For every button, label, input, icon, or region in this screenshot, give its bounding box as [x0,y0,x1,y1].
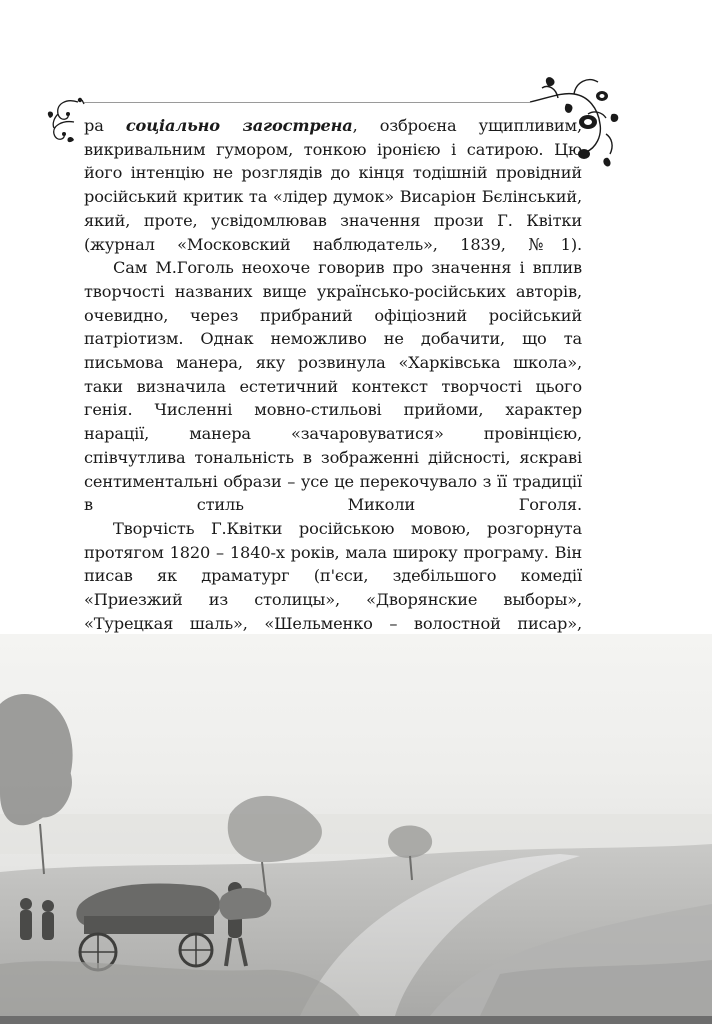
paragraph-3: Творчість Г.Квітки російською мовою, розгорнута протягом 1820 – 1840-х років, мала широку програму. Він писав як драматург (п'єси, здебільшого комедії «Приезжий из столицы», «Дворянские выборы», «Турецкая шаль», «Шельменко – волостной писар», [84,518,582,633]
paragraph-1 [84,114,582,256]
paragraph-1-rest: , озброєна ущипливим, викривальним гумором, тонкою іронією і сатирою. Цю його інтенцію не розглядів до кінця тодішній провідний російський критик та «лідер думок» Висаріон Бєлінський, який, проте, усвідомлював значення прози Г. Квітки (журнал «Московский наблюдатель», 1839, №1). [84,116,582,254]
header-rule [84,102,530,103]
bottom-bar [0,1016,712,1024]
landscape-painting [0,634,712,1016]
paragraph-1-lead: ра [84,116,126,135]
paragraph-1-emphasis: соціально загострена [125,116,353,135]
floral-ornament-left-icon [44,92,86,148]
landscape-painting-drawing [0,634,712,1016]
paragraph-2: Сам М.Гоголь неохоче говорив про значення і вплив творчості названих вище українсько-російських авторів, очевидно, через прибраний офіціозний російський патріотизм. Однак неможливо не добачити, що та письмова манера, яку розвинула «Харківська школа», таки визначила естетичний контекст творчості цього генія. Численні мовно-стильові прийоми, характер нарації, манера «зачаровуватися» провінцією, співчутлива тональність в зображенні дійсності, яскраві сентиментальні образи – усе це перекочувало з її традиції в стиль Миколи Гоголя. [84,258,582,515]
